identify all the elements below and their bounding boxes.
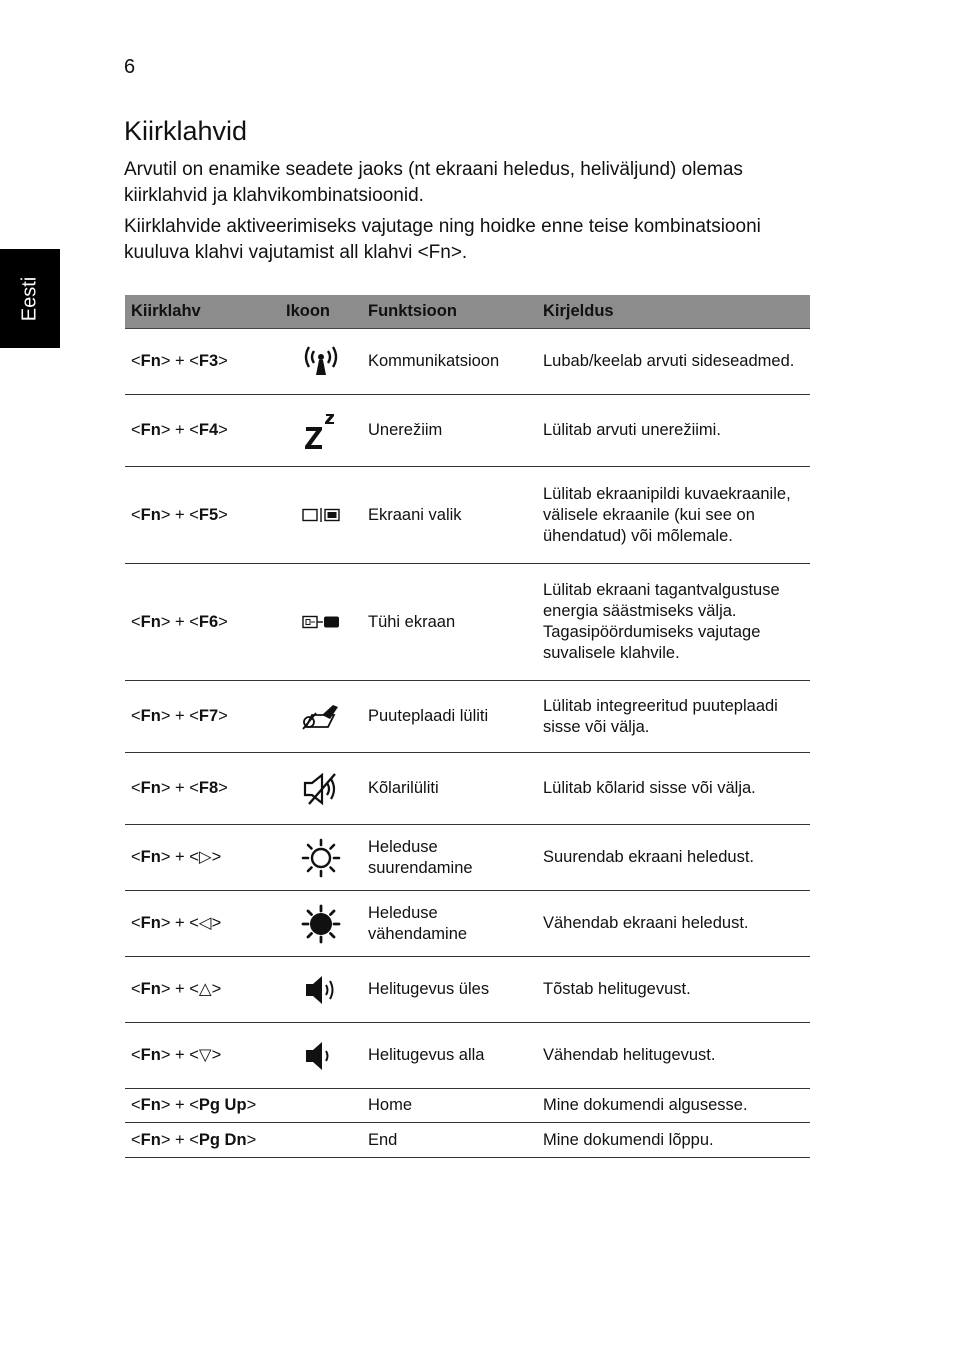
function-name: End — [362, 1123, 537, 1158]
fn-key: Fn — [140, 1096, 161, 1114]
table-row — [125, 1089, 810, 1123]
instruction-paragraph: Kiirklahvide aktiveerimiseks vajutage ning hoidke enne teise kombinatsiooni kuuluva klahvi vajutamist all klahvi <Fn>. — [124, 216, 761, 263]
hotkey: Pg Up — [198, 1096, 247, 1114]
table-row — [125, 564, 810, 681]
fn-key: Fn — [140, 980, 161, 998]
key-combo: <Fn> + <Pg Dn> — [125, 1123, 280, 1158]
key-combo: <Fn> + <▷> — [125, 825, 280, 891]
fn-key: Fn — [140, 1130, 161, 1149]
header-description: Kirjeldus — [537, 295, 810, 329]
function-name: Helitugevus alla — [362, 1023, 537, 1089]
header-icon: Ikoon — [280, 295, 362, 329]
hotkey: Pg Dn — [198, 1130, 247, 1149]
fn-key: Fn — [140, 1046, 161, 1064]
fn-key: Fn — [140, 505, 161, 524]
fn-key: Fn — [140, 707, 161, 725]
brightness-up-icon — [301, 838, 341, 878]
hotkey: F7 — [198, 707, 219, 725]
function-description: Lülitab ekraanipildi kuvaekraanile, välisele ekraanile (kui see on ühendatud) või mõlemale. — [537, 467, 810, 564]
function-name: Heleduse vähendamine — [362, 891, 537, 957]
function-description: Lülitab kõlarid sisse või välja. — [537, 753, 810, 825]
fn-key: Fn — [140, 352, 161, 370]
table-row — [125, 825, 810, 891]
key-combo: <Fn> + <F8> — [125, 753, 280, 825]
key-combo: <Fn> + <▽> — [125, 1023, 280, 1089]
function-name: Tühi ekraan — [362, 564, 537, 681]
table-row — [125, 329, 810, 395]
function-name: Puuteplaadi lüliti — [362, 681, 537, 753]
wireless-communication-icon — [301, 345, 341, 379]
key-combo: <Fn> + <Pg Up> — [125, 1089, 280, 1123]
function-description: Lubab/keelab arvuti sideseadmed. — [537, 329, 810, 395]
table-row — [125, 891, 810, 957]
hotkey: F3 — [198, 352, 219, 370]
hotkey: F8 — [198, 779, 219, 797]
fn-key: Fn — [140, 848, 161, 866]
table-row — [125, 957, 810, 1023]
page-number: 6 — [124, 56, 136, 78]
header-function: Funktsioon — [362, 295, 537, 329]
function-description: Lülitab integreeritud puuteplaadi sisse või välja. — [537, 681, 810, 753]
left-arrow-key: ◁ — [198, 914, 212, 932]
up-arrow-key: △ — [198, 980, 212, 998]
function-description: Mine dokumendi lõppu. — [537, 1123, 810, 1158]
key-combo: <Fn> + <△> — [125, 957, 280, 1023]
table-row — [125, 681, 810, 753]
function-name: Home — [362, 1089, 537, 1123]
sleep-zz-icon — [301, 411, 341, 451]
table-row — [125, 753, 810, 825]
key-combo: <Fn> + <F7> — [125, 681, 280, 753]
fn-key: Fn — [140, 612, 161, 631]
function-name: Helitugevus üles — [362, 957, 537, 1023]
key-combo: <Fn> + <◁> — [125, 891, 280, 957]
hotkey: F5 — [198, 505, 219, 524]
down-arrow-key: ▽ — [198, 1046, 212, 1064]
function-name: Kõlarilüliti — [362, 753, 537, 825]
hotkey: F4 — [198, 421, 219, 439]
table-header-row — [125, 295, 810, 329]
header-key: Kiirklahv — [125, 295, 280, 329]
function-description: Vähendab ekraani heledust. — [537, 891, 810, 957]
volume-up-icon — [303, 972, 339, 1008]
function-name: Heleduse suurendamine — [362, 825, 537, 891]
table-row — [125, 395, 810, 467]
hotkey-table — [125, 295, 810, 1158]
key-combo: <Fn> + <F6> — [125, 564, 280, 681]
brightness-down-icon — [301, 904, 341, 944]
function-description: Suurendab ekraani heledust. — [537, 825, 810, 891]
function-description: Lülitab ekraani tagantvalgustuse energia säästmiseks välja. Tagasipöördumiseks vajutage suvalisele klahvile. — [537, 564, 810, 681]
volume-down-icon — [303, 1038, 339, 1074]
key-combo: <Fn> + <F5> — [125, 467, 280, 564]
intro-paragraph: Arvutil on enamike seadete jaoks (nt ekraani heledus, heliväljund) olemas kiirklahvid ja klahvikombinatsioonid. — [124, 159, 743, 206]
function-description: Lülitab arvuti unerežiimi. — [537, 395, 810, 467]
function-description: Mine dokumendi algusesse. — [537, 1089, 810, 1123]
hotkey: F6 — [198, 612, 219, 631]
section-title: Kiirklahvid — [124, 116, 248, 146]
touchpad-toggle-icon — [300, 703, 342, 731]
fn-key: Fn — [140, 914, 161, 932]
table-row — [125, 1123, 810, 1158]
function-name: Ekraani valik — [362, 467, 537, 564]
speaker-mute-icon — [301, 771, 341, 807]
key-combo: <Fn> + <F3> — [125, 329, 280, 395]
fn-key: Fn — [140, 779, 161, 797]
function-description: Tõstab helitugevust. — [537, 957, 810, 1023]
key-combo: <Fn> + <F4> — [125, 395, 280, 467]
function-name: Kommunikatsioon — [362, 329, 537, 395]
right-arrow-key: ▷ — [198, 848, 212, 866]
language-side-tab-label: Eesti — [18, 276, 41, 321]
table-row — [125, 467, 810, 564]
screen-blank-icon — [301, 614, 341, 630]
language-side-tab — [0, 249, 60, 348]
table-row — [125, 1023, 810, 1089]
function-description: Vähendab helitugevust. — [537, 1023, 810, 1089]
fn-key: Fn — [140, 421, 161, 439]
display-toggle-icon — [301, 507, 341, 523]
function-name: Unerežiim — [362, 395, 537, 467]
